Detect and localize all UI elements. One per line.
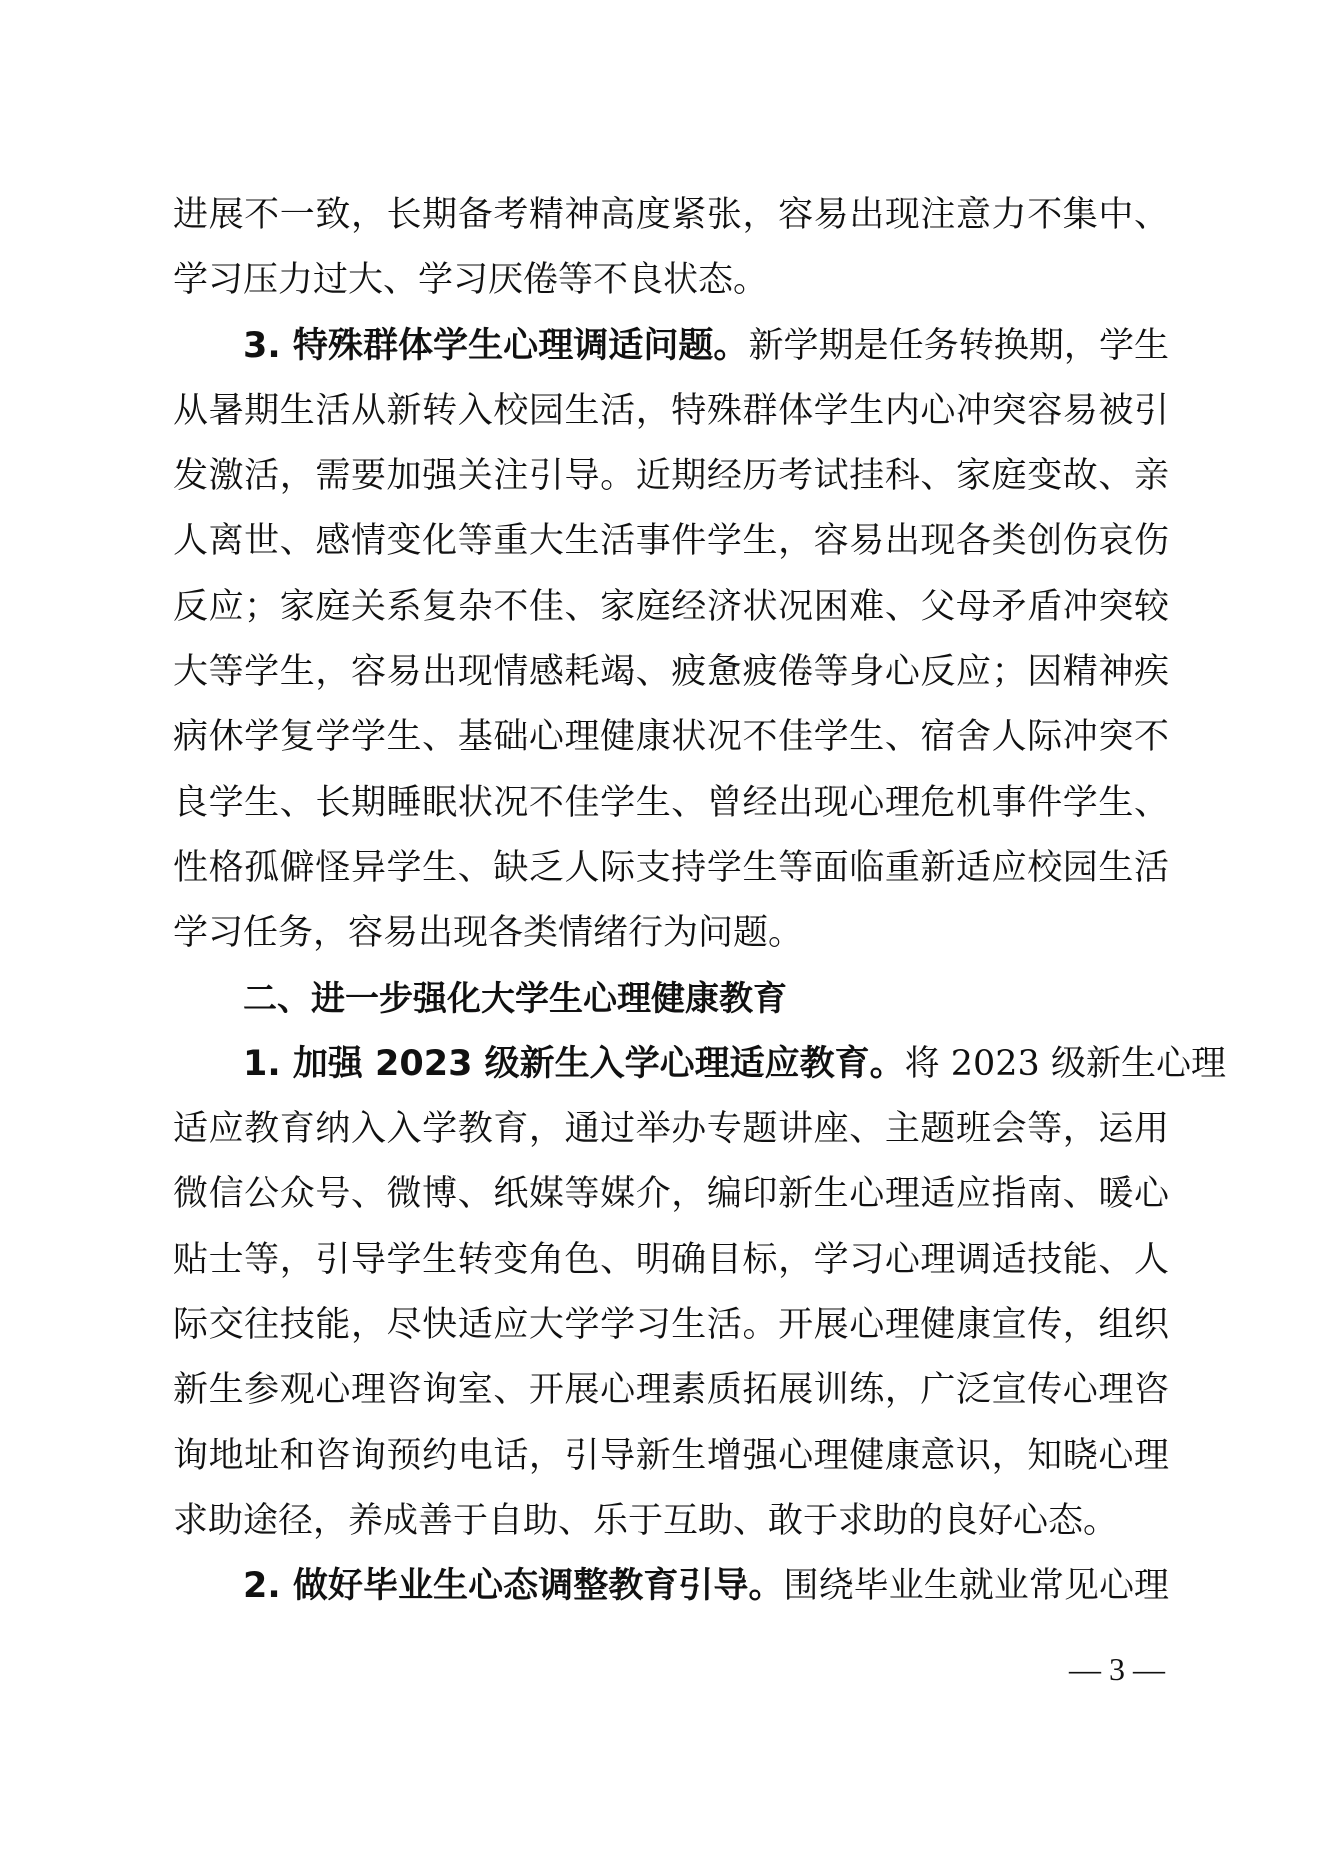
section-heading: 二、进一步强化大学生心理健康教育: [243, 978, 787, 1019]
paragraph-subheading: 1. 加强 2023 级新生入学心理适应教育。: [243, 1043, 905, 1084]
paragraph-first-line: [173, 1554, 1169, 1619]
paragraph-subheading: 2. 做好毕业生心态调整教育引导。: [243, 1566, 784, 1607]
body-line: 从暑期生活从新转入校园生活，特殊群体学生内心冲突容易被引: [173, 390, 1169, 431]
body-text: 将 2023 级新生心理: [904, 1043, 1226, 1084]
body-line: 学习压力过大、学习厌倦等不良状态。: [173, 260, 769, 301]
document-body: [173, 183, 1226, 1620]
body-line: 人离世、感情变化等重大生活事件学生，容易出现各类创伤哀伤: [173, 521, 1169, 562]
body-line: 性格孤僻怪异学生、缺乏人际支持学生等面临重新适应校园生活: [173, 847, 1169, 888]
body-line: 病休学复学学生、基础心理健康状况不佳学生、宿舍人际冲突不: [173, 717, 1169, 758]
body-line: 进展不一致，长期备考精神高度紧张，容易出现注意力不集中、: [173, 195, 1169, 235]
body-text: 新学期是任务转换期，学生: [748, 325, 1169, 366]
body-line: 发激活，需要加强关注引导。近期经历考试挂科、家庭变故、亲: [173, 456, 1169, 497]
body-line: 良学生、长期睡眠状况不佳学生、曾经出现心理危机事件学生、: [173, 782, 1169, 823]
body-line: 新生参观心理咨询室、开展心理素质拓展训练，广泛宣传心理咨: [173, 1370, 1169, 1411]
body-line: 学习任务，容易出现各类情绪行为问题。: [173, 913, 804, 954]
body-line: 大等学生，容易出现情感耗竭、疲惫疲倦等身心反应；因精神疾: [173, 652, 1169, 693]
body-line: 适应教育纳入入学教育，通过举办专题讲座、主题班会等，运用: [173, 1109, 1169, 1150]
page-number: — 3 —: [1069, 1651, 1165, 1687]
paragraph-subheading: 3. 特殊群体学生心理调适问题。: [243, 325, 749, 366]
body-line: 求助途径，养成善于自助、乐于互助、敢于求助的良好心态。: [173, 1500, 1119, 1541]
paragraph-first-line: [173, 314, 1169, 379]
paragraph-first-line: [173, 1032, 1226, 1097]
body-line: 贴士等，引导学生转变角色、明确目标，学习心理调适技能、人: [173, 1239, 1169, 1280]
body-line: 微信公众号、微博、纸媒等媒介，编印新生心理适应指南、暖心: [173, 1174, 1169, 1215]
body-line: 反应；家庭关系复杂不佳、家庭经济状况困难、父母矛盾冲突较: [173, 586, 1169, 627]
body-line: 询地址和咨询预约电话，引导新生增强心理健康意识，知晓心理: [173, 1435, 1169, 1476]
body-text: 围绕毕业生就业常见心理: [783, 1566, 1169, 1607]
body-line: 际交往技能，尽快适应大学学习生活。开展心理健康宣传，组织: [173, 1305, 1169, 1346]
